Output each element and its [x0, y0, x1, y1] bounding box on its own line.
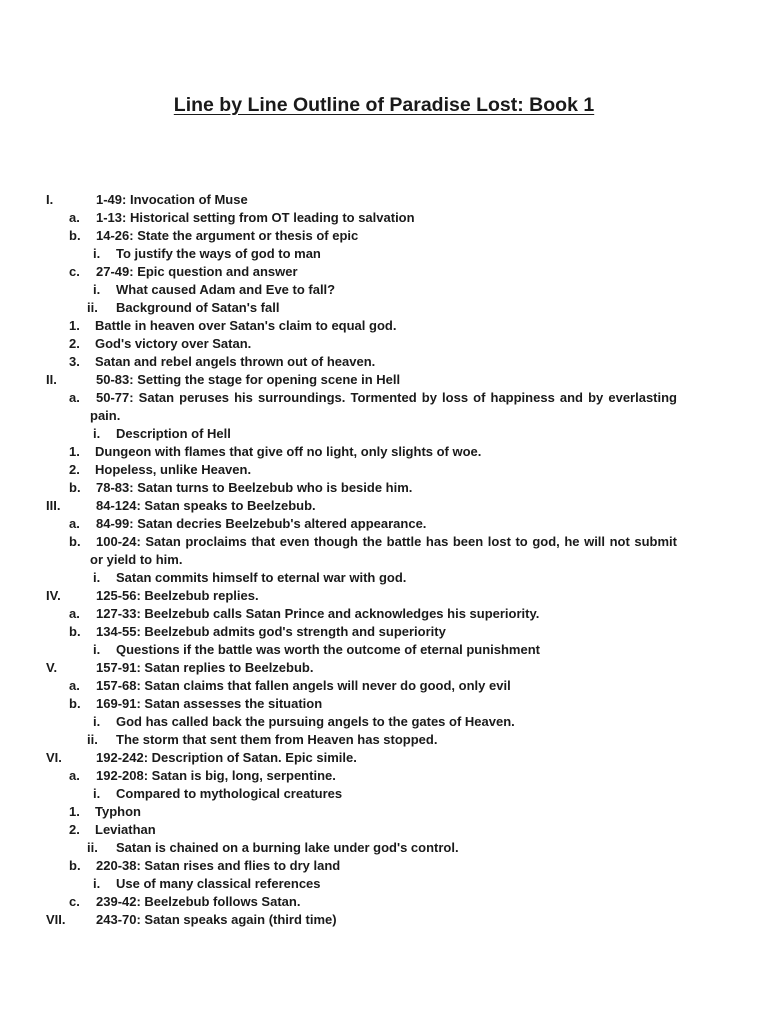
outline-item	[0, 263, 768, 281]
outline-marker: i.	[93, 642, 101, 657]
outline-item	[0, 371, 768, 389]
outline-marker: 1.	[69, 444, 80, 459]
outline-marker: a.	[69, 678, 80, 693]
outline-marker: VI.	[46, 750, 62, 765]
outline-marker: 2.	[69, 336, 80, 351]
outline-text: Background of Satan's fall	[116, 300, 280, 315]
outline-text: Satan and rebel angels thrown out of heaven.	[95, 354, 376, 369]
outline-item	[0, 893, 768, 911]
outline-text: Dungeon with flames that give off no light, only slights of woe.	[95, 444, 482, 459]
outline-item	[0, 713, 768, 731]
outline-marker: a.	[69, 210, 80, 225]
outline-marker: b.	[69, 480, 81, 495]
outline-marker: 1.	[69, 804, 80, 819]
outline-text: 243-70: Satan speaks again (third time)	[96, 912, 337, 927]
outline-text: Satan commits himself to eternal war with god.	[116, 570, 407, 585]
outline-marker: i.	[93, 282, 101, 297]
outline-item	[0, 623, 768, 641]
outline-marker: a.	[69, 768, 80, 783]
outline-item	[0, 911, 768, 929]
outline-marker: a.	[69, 606, 80, 621]
outline-text: To justify the ways of god to man	[116, 246, 321, 261]
outline-text: 125-56: Beelzebub replies.	[96, 588, 259, 603]
outline-item	[0, 785, 768, 803]
outline-item	[0, 443, 768, 461]
outline-text: 157-68: Satan claims that fallen angels will never do good, only evil	[96, 678, 511, 693]
outline-text: 134-55: Beelzebub admits god's strength and superiority	[96, 624, 446, 639]
outline-item	[0, 227, 768, 245]
outline-text: Compared to mythological creatures	[116, 786, 343, 801]
outline-text: 127-33: Beelzebub calls Satan Prince and acknowledges his superiority.	[96, 606, 540, 621]
page-title: Line by Line Outline of Paradise Lost: Book 1	[173, 94, 595, 116]
outline-marker: ii.	[87, 840, 98, 855]
outline-item	[0, 209, 768, 227]
outline-text: What caused Adam and Eve to fall?	[116, 282, 336, 297]
outline-item	[0, 281, 768, 299]
outline-marker: 1.	[69, 318, 80, 333]
outline-text: 220-38: Satan rises and flies to dry land	[96, 858, 341, 873]
outline-marker: i.	[93, 246, 101, 261]
outline-text: Questions if the battle was worth the outcome of eternal punishment	[116, 642, 540, 657]
outline-marker: i.	[93, 570, 101, 585]
outline-text: 239-42: Beelzebub follows Satan.	[96, 894, 301, 909]
outline-marker: c.	[69, 894, 80, 909]
outline-text: 192-208: Satan is big, long, serpentine.	[96, 768, 336, 783]
outline-marker: IV.	[46, 588, 61, 603]
outline-item	[0, 245, 768, 263]
outline-item	[0, 821, 768, 839]
outline-item	[0, 767, 768, 785]
outline-text: 84-124: Satan speaks to Beelzebub.	[96, 498, 316, 513]
outline-item	[0, 803, 768, 821]
outline-marker: ii.	[87, 732, 98, 747]
outline-list	[0, 191, 768, 929]
outline-marker: b.	[69, 228, 81, 243]
outline-marker: i.	[93, 786, 101, 801]
outline-marker: a.	[69, 390, 80, 405]
outline-item	[0, 731, 768, 749]
outline-marker: b.	[69, 858, 81, 873]
outline-item	[0, 659, 768, 677]
outline-marker: III.	[46, 498, 61, 513]
outline-item	[0, 389, 768, 425]
outline-item	[0, 299, 768, 317]
outline-item	[0, 875, 768, 893]
outline-item	[0, 605, 768, 623]
outline-marker: ii.	[87, 300, 98, 315]
outline-item	[0, 533, 768, 569]
outline-item	[0, 515, 768, 533]
outline-text: 169-91: Satan assesses the situation	[96, 696, 323, 711]
outline-item	[0, 641, 768, 659]
outline-marker: i.	[93, 426, 101, 441]
outline-text: Hopeless, unlike Heaven.	[95, 462, 252, 477]
outline-text: 1-49: Invocation of Muse	[96, 192, 248, 207]
outline-marker: VII.	[46, 912, 66, 927]
outline-text: God's victory over Satan.	[95, 336, 252, 351]
outline-text: 157-91: Satan replies to Beelzebub.	[96, 660, 314, 675]
outline-text: Battle in heaven over Satan's claim to equal god.	[95, 318, 397, 333]
outline-marker: I.	[46, 192, 54, 207]
outline-text: 100-24: Satan proclaims that even though the battle has been lost to god, he will not submit or yield to him.	[90, 534, 677, 567]
outline-item	[0, 749, 768, 767]
outline-item	[0, 317, 768, 335]
outline-item	[0, 461, 768, 479]
outline-text: The storm that sent them from Heaven has stopped.	[116, 732, 438, 747]
outline-item	[0, 695, 768, 713]
outline-text: Leviathan	[95, 822, 156, 837]
outline-item	[0, 587, 768, 605]
outline-text: 1-13: Historical setting from OT leading to salvation	[96, 210, 415, 225]
outline-marker: b.	[69, 696, 81, 711]
outline-item	[0, 353, 768, 371]
outline-item	[0, 857, 768, 875]
outline-item	[0, 569, 768, 587]
outline-marker: a.	[69, 516, 80, 531]
outline-marker: b.	[69, 624, 81, 639]
outline-text: 14-26: State the argument or thesis of epic	[96, 228, 359, 243]
outline-marker: 2.	[69, 822, 80, 837]
outline-text: God has called back the pursuing angels to the gates of Heaven.	[116, 714, 515, 729]
outline-marker: II.	[46, 372, 57, 387]
outline-item	[0, 191, 768, 209]
outline-text: 78-83: Satan turns to Beelzebub who is beside him.	[96, 480, 413, 495]
outline-marker: c.	[69, 264, 80, 279]
outline-text: 192-242: Description of Satan. Epic simile.	[96, 750, 357, 765]
outline-marker: b.	[69, 534, 81, 549]
outline-marker: i.	[93, 876, 101, 891]
outline-text: 27-49: Epic question and answer	[96, 264, 298, 279]
outline-marker: i.	[93, 714, 101, 729]
outline-marker: V.	[46, 660, 58, 675]
outline-text: Use of many classical references	[116, 876, 321, 891]
outline-text: Description of Hell	[116, 426, 231, 441]
outline-text: 84-99: Satan decries Beelzebub's altered appearance.	[96, 516, 427, 531]
outline-text: Satan is chained on a burning lake under god's control.	[116, 840, 459, 855]
outline-item	[0, 677, 768, 695]
outline-item	[0, 497, 768, 515]
outline-item	[0, 335, 768, 353]
outline-item	[0, 425, 768, 443]
outline-text: 50-83: Setting the stage for opening scene in Hell	[96, 372, 401, 387]
outline-item	[0, 839, 768, 857]
outline-marker: 3.	[69, 354, 80, 369]
outline-text: 50-77: Satan peruses his surroundings. Tormented by loss of happiness and by everlasting pain.	[90, 390, 677, 423]
outline-item	[0, 479, 768, 497]
outline-text: Typhon	[95, 804, 141, 819]
outline-marker: 2.	[69, 462, 80, 477]
